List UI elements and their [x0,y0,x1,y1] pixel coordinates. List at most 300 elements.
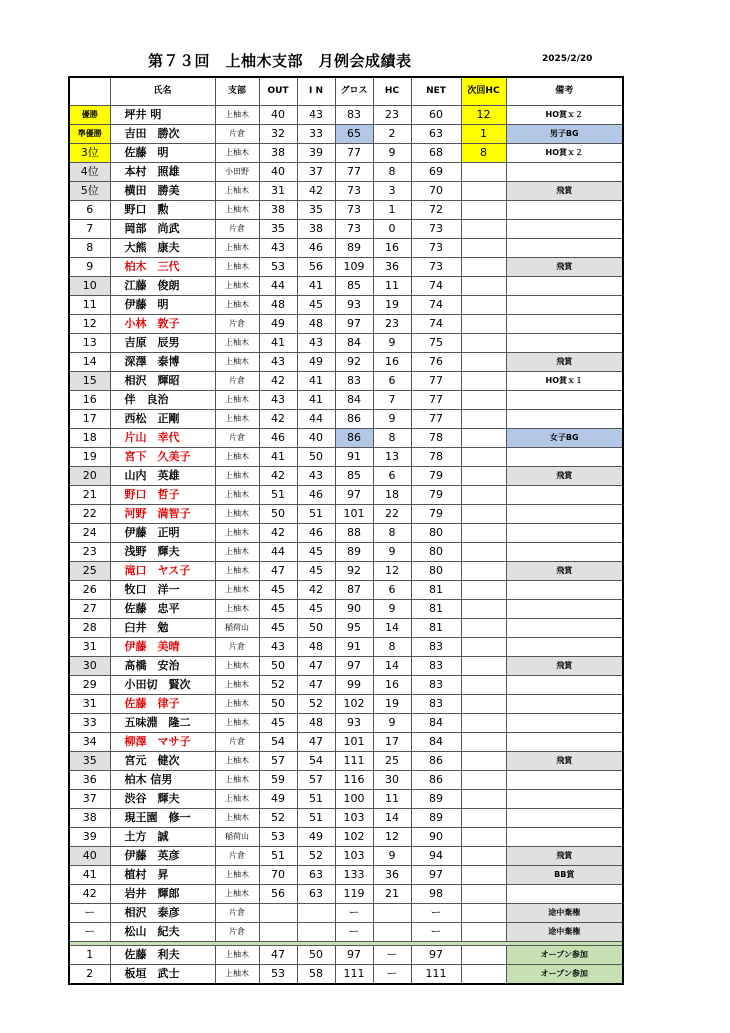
table-row [69,467,623,486]
branch-cell: 上柚木 [215,657,259,676]
note-cell [506,505,623,524]
net-score-cell: 73 [411,239,461,258]
col-note-header: 備考 [506,77,623,106]
in-score-cell: 47 [297,657,335,676]
table-row [69,182,623,201]
out-score-cell: 50 [259,695,297,714]
rank-cell: 35 [69,752,110,771]
rank-cell: 8 [69,239,110,258]
net-score-cell: 63 [411,125,461,144]
branch-cell: 片倉 [215,372,259,391]
net-score-cell: 90 [411,828,461,847]
net-score-cell: 69 [411,163,461,182]
table-body [69,106,623,985]
next-handicap-cell [461,562,506,581]
gross-score-cell: 133 [335,866,373,885]
gross-score-cell: 77 [335,144,373,163]
net-score-cell: 75 [411,334,461,353]
in-score-cell: 63 [297,885,335,904]
note-cell: 飛賞 [506,467,623,486]
out-score-cell: 32 [259,125,297,144]
net-score-cell: 97 [411,866,461,885]
next-handicap-cell [461,505,506,524]
next-handicap-cell [461,353,506,372]
handicap-cell: 2 [373,125,411,144]
next-handicap-cell: 1 [461,125,506,144]
table-row [69,847,623,866]
note-cell [506,828,623,847]
rank-cell: 29 [69,676,110,695]
in-score-cell: 39 [297,144,335,163]
net-score-cell: 74 [411,315,461,334]
table-row [69,524,623,543]
net-score-cell: 81 [411,581,461,600]
in-score-cell: 37 [297,163,335,182]
rank-cell: 10 [69,277,110,296]
name-cell: 宮下 久美子 [110,448,215,467]
rank-cell: 18 [69,429,110,448]
rank-cell: 39 [69,828,110,847]
table-row [69,448,623,467]
branch-cell: 片倉 [215,923,259,942]
rank-cell: 2 [69,965,110,985]
table-row [69,296,623,315]
table-row [69,581,623,600]
in-score-cell: 46 [297,524,335,543]
table-row [69,752,623,771]
handicap-cell: 8 [373,638,411,657]
note-cell: 途中棄権 [506,923,623,942]
rank-cell: 6 [69,201,110,220]
name-cell: 坪井 明 [110,106,215,125]
out-score-cell: 50 [259,657,297,676]
next-handicap-cell [461,486,506,505]
rank-cell: 38 [69,809,110,828]
note-cell: 女子BG [506,429,623,448]
handicap-cell: 21 [373,885,411,904]
handicap-cell: 8 [373,163,411,182]
out-score-cell: 35 [259,220,297,239]
name-cell: 渋谷 輝夫 [110,790,215,809]
in-score-cell: 45 [297,296,335,315]
next-handicap-cell [461,809,506,828]
net-score-cell: 98 [411,885,461,904]
note-cell [506,809,623,828]
next-handicap-cell [461,923,506,942]
gross-score-cell: 88 [335,524,373,543]
rank-cell: 37 [69,790,110,809]
out-score-cell: 53 [259,258,297,277]
net-score-cell: ー [411,923,461,942]
net-score-cell: 84 [411,733,461,752]
table-row [69,429,623,448]
branch-cell: 上柚木 [215,258,259,277]
table-row [69,372,623,391]
in-score-cell: 52 [297,847,335,866]
gross-score-cell: 84 [335,391,373,410]
next-handicap-cell: 8 [461,144,506,163]
next-handicap-cell [461,885,506,904]
net-score-cell: 84 [411,714,461,733]
branch-cell: 上柚木 [215,695,259,714]
branch-cell: 上柚木 [215,600,259,619]
in-score-cell: 46 [297,239,335,258]
name-cell: 伊藤 明 [110,296,215,315]
table-row [69,657,623,676]
handicap-cell: 0 [373,220,411,239]
table-row [69,163,623,182]
gross-score-cell: 89 [335,543,373,562]
handicap-cell: 23 [373,315,411,334]
table-row [69,334,623,353]
handicap-cell: 19 [373,296,411,315]
branch-cell: 小田野 [215,163,259,182]
gross-score-cell: 83 [335,106,373,125]
rank-cell: 12 [69,315,110,334]
table-row [69,638,623,657]
name-cell: 伊藤 美晴 [110,638,215,657]
in-score-cell: 41 [297,391,335,410]
next-handicap-cell [461,182,506,201]
gross-score-cell: 95 [335,619,373,638]
rank-cell: 23 [69,543,110,562]
net-score-cell: 72 [411,201,461,220]
table-row [69,505,623,524]
table-row [69,543,623,562]
note-cell: 飛賞 [506,182,623,201]
rank-cell: 4位 [69,163,110,182]
gross-score-cell: 83 [335,372,373,391]
handicap-cell: 18 [373,486,411,505]
gross-score-cell: 65 [335,125,373,144]
gross-score-cell: 101 [335,733,373,752]
net-score-cell: 80 [411,543,461,562]
rank-cell: 42 [69,885,110,904]
in-score-cell: 47 [297,733,335,752]
net-score-cell: 77 [411,372,461,391]
gross-score-cell: 103 [335,847,373,866]
out-score-cell: 50 [259,505,297,524]
out-score-cell: 44 [259,277,297,296]
next-handicap-cell [461,201,506,220]
handicap-cell: 14 [373,619,411,638]
gross-score-cell: 97 [335,946,373,965]
branch-cell: 上柚木 [215,486,259,505]
rank-cell: 25 [69,562,110,581]
table-row [69,277,623,296]
name-cell: 伊藤 正明 [110,524,215,543]
name-cell: 相沢 泰彦 [110,904,215,923]
next-handicap-cell [461,828,506,847]
note-cell [506,486,623,505]
col-branch-header: 支部 [215,77,259,106]
next-handicap-cell [461,277,506,296]
handicap-cell: 11 [373,277,411,296]
net-score-cell: 79 [411,486,461,505]
branch-cell: 上柚木 [215,676,259,695]
gross-score-cell: 84 [335,334,373,353]
in-score-cell: 58 [297,965,335,985]
note-cell: 男子BG [506,125,623,144]
out-score-cell: 57 [259,752,297,771]
out-score-cell: 43 [259,638,297,657]
gross-score-cell: 85 [335,277,373,296]
branch-cell: 上柚木 [215,467,259,486]
net-score-cell: 80 [411,524,461,543]
note-cell [506,334,623,353]
gross-score-cell: 89 [335,239,373,258]
net-score-cell: 86 [411,771,461,790]
branch-cell: 上柚木 [215,543,259,562]
next-handicap-cell [461,524,506,543]
branch-cell: 上柚木 [215,334,259,353]
name-cell: 野口 勲 [110,201,215,220]
note-cell: 飛賞 [506,752,623,771]
handicap-cell: 14 [373,657,411,676]
name-cell: 伊藤 英彦 [110,847,215,866]
next-handicap-cell [461,429,506,448]
report-date: 2025/2/20 [542,54,593,64]
note-cell: 飛賞 [506,562,623,581]
name-cell: 片山 幸代 [110,429,215,448]
name-cell: 野口 哲子 [110,486,215,505]
out-score-cell: 49 [259,790,297,809]
branch-cell: 上柚木 [215,581,259,600]
note-cell [506,885,623,904]
out-score-cell: 47 [259,562,297,581]
in-score-cell: 43 [297,467,335,486]
net-score-cell: 94 [411,847,461,866]
note-cell: オープン参加 [506,965,623,985]
next-handicap-cell [461,258,506,277]
net-score-cell: 111 [411,965,461,985]
branch-cell: 片倉 [215,904,259,923]
out-score-cell: 47 [259,946,297,965]
name-cell: 松山 紀夫 [110,923,215,942]
rank-cell: 19 [69,448,110,467]
gross-score-cell: 92 [335,353,373,372]
net-score-cell: 68 [411,144,461,163]
name-cell: 西松 正剛 [110,410,215,429]
out-score-cell: 45 [259,619,297,638]
handicap-cell: 16 [373,353,411,372]
name-cell: 吉田 勝次 [110,125,215,144]
out-score-cell: 52 [259,676,297,695]
name-cell: 河野 満智子 [110,505,215,524]
gross-score-cell: 91 [335,638,373,657]
branch-cell: 上柚木 [215,790,259,809]
name-cell: 岡部 尚武 [110,220,215,239]
next-handicap-cell [461,543,506,562]
table-row [69,239,623,258]
note-cell [506,220,623,239]
name-cell: 小林 敦子 [110,315,215,334]
handicap-cell [373,904,411,923]
table-row [69,220,623,239]
gross-score-cell: 103 [335,809,373,828]
rank-cell: 11 [69,296,110,315]
table-row [69,315,623,334]
out-score-cell: 51 [259,486,297,505]
note-cell [506,771,623,790]
name-cell: 岩井 輝郎 [110,885,215,904]
rank-cell: 優勝 [69,106,110,125]
gross-score-cell: 92 [335,562,373,581]
net-score-cell: 83 [411,657,461,676]
table-row [69,885,623,904]
out-score-cell [259,904,297,923]
gross-score-cell: 73 [335,220,373,239]
rank-cell: 31 [69,638,110,657]
gross-score-cell: 86 [335,429,373,448]
branch-cell: 片倉 [215,847,259,866]
gross-score-cell: ー [335,923,373,942]
note-cell [506,733,623,752]
branch-cell: 上柚木 [215,524,259,543]
note-cell [506,581,623,600]
net-score-cell: 86 [411,752,461,771]
name-cell: 髙橋 安治 [110,657,215,676]
next-handicap-cell [461,467,506,486]
branch-cell: 上柚木 [215,505,259,524]
next-handicap-cell [461,714,506,733]
handicap-cell: 6 [373,372,411,391]
next-handicap-cell [461,163,506,182]
out-score-cell: 45 [259,581,297,600]
col-gross-header: グロス [335,77,373,106]
name-cell: 柳澤 マサ子 [110,733,215,752]
net-score-cell: 78 [411,429,461,448]
out-score-cell: 59 [259,771,297,790]
name-cell: 小田切 賢次 [110,676,215,695]
in-score-cell: 42 [297,581,335,600]
out-score-cell: 43 [259,391,297,410]
table-row [69,676,623,695]
note-cell: 飛賞 [506,258,623,277]
page-title: 第７３回 上柚木支部 月例会成績表 [148,52,412,70]
handicap-cell: 9 [373,410,411,429]
branch-cell: 上柚木 [215,182,259,201]
rank-cell: 21 [69,486,110,505]
in-score-cell: 48 [297,315,335,334]
handicap-cell: 25 [373,752,411,771]
table-row [69,410,623,429]
net-score-cell: 76 [411,353,461,372]
rank-cell: 14 [69,353,110,372]
rank-cell: 26 [69,581,110,600]
branch-cell: 上柚木 [215,752,259,771]
col-hc-header: HC [373,77,411,106]
net-score-cell: 97 [411,946,461,965]
handicap-cell: 8 [373,524,411,543]
next-handicap-cell: 12 [461,106,506,125]
next-handicap-cell [461,676,506,695]
rank-cell: 20 [69,467,110,486]
rank-cell: 40 [69,847,110,866]
handicap-cell: 14 [373,809,411,828]
out-score-cell: 40 [259,106,297,125]
col-out-header: OUT [259,77,297,106]
out-score-cell: 53 [259,965,297,985]
in-score-cell: 46 [297,486,335,505]
next-handicap-cell [461,448,506,467]
in-score-cell: 42 [297,182,335,201]
gross-score-cell: 93 [335,714,373,733]
name-cell: 深澤 泰博 [110,353,215,372]
handicap-cell: 6 [373,467,411,486]
gross-score-cell: 93 [335,296,373,315]
next-handicap-cell [461,220,506,239]
rank-cell: 28 [69,619,110,638]
gross-score-cell: 119 [335,885,373,904]
name-cell: 伴 良治 [110,391,215,410]
in-score-cell [297,904,335,923]
net-score-cell: 78 [411,448,461,467]
note-cell [506,391,623,410]
out-score-cell: 38 [259,201,297,220]
table-row [69,144,623,163]
note-cell [506,410,623,429]
handicap-cell: 36 [373,866,411,885]
gross-score-cell: 73 [335,182,373,201]
name-cell: 土方 誠 [110,828,215,847]
net-score-cell: 83 [411,695,461,714]
gross-score-cell: 97 [335,657,373,676]
out-score-cell: 43 [259,239,297,258]
rank-cell: 準優勝 [69,125,110,144]
net-score-cell: 70 [411,182,461,201]
in-score-cell: 48 [297,714,335,733]
name-cell: 滝口 ヤス子 [110,562,215,581]
branch-cell: 上柚木 [215,771,259,790]
gross-score-cell: 91 [335,448,373,467]
col-net-header: NET [411,77,461,106]
col-next-hc-header: 次回HC [461,77,506,106]
out-score-cell: 41 [259,448,297,467]
next-handicap-cell [461,771,506,790]
open-participant-row [69,965,623,985]
note-cell [506,676,623,695]
next-handicap-cell [461,391,506,410]
table-row [69,562,623,581]
note-cell [506,695,623,714]
out-score-cell: 51 [259,847,297,866]
handicap-cell: 9 [373,714,411,733]
handicap-cell [373,923,411,942]
in-score-cell: 50 [297,619,335,638]
handicap-cell: 9 [373,600,411,619]
branch-cell: 片倉 [215,733,259,752]
note-cell: 飛賞 [506,353,623,372]
gross-score-cell: 77 [335,163,373,182]
note-cell [506,448,623,467]
handicap-cell: 19 [373,695,411,714]
gross-score-cell: 101 [335,505,373,524]
net-score-cell: 81 [411,619,461,638]
in-score-cell: 48 [297,638,335,657]
next-handicap-cell [461,733,506,752]
in-score-cell: 56 [297,258,335,277]
table-row [69,391,623,410]
note-cell [506,201,623,220]
table-row [69,106,623,125]
branch-cell: 上柚木 [215,562,259,581]
out-score-cell: 70 [259,866,297,885]
name-cell: 佐藤 忠平 [110,600,215,619]
note-cell [506,296,623,315]
gross-score-cell: 90 [335,600,373,619]
handicap-cell: 23 [373,106,411,125]
